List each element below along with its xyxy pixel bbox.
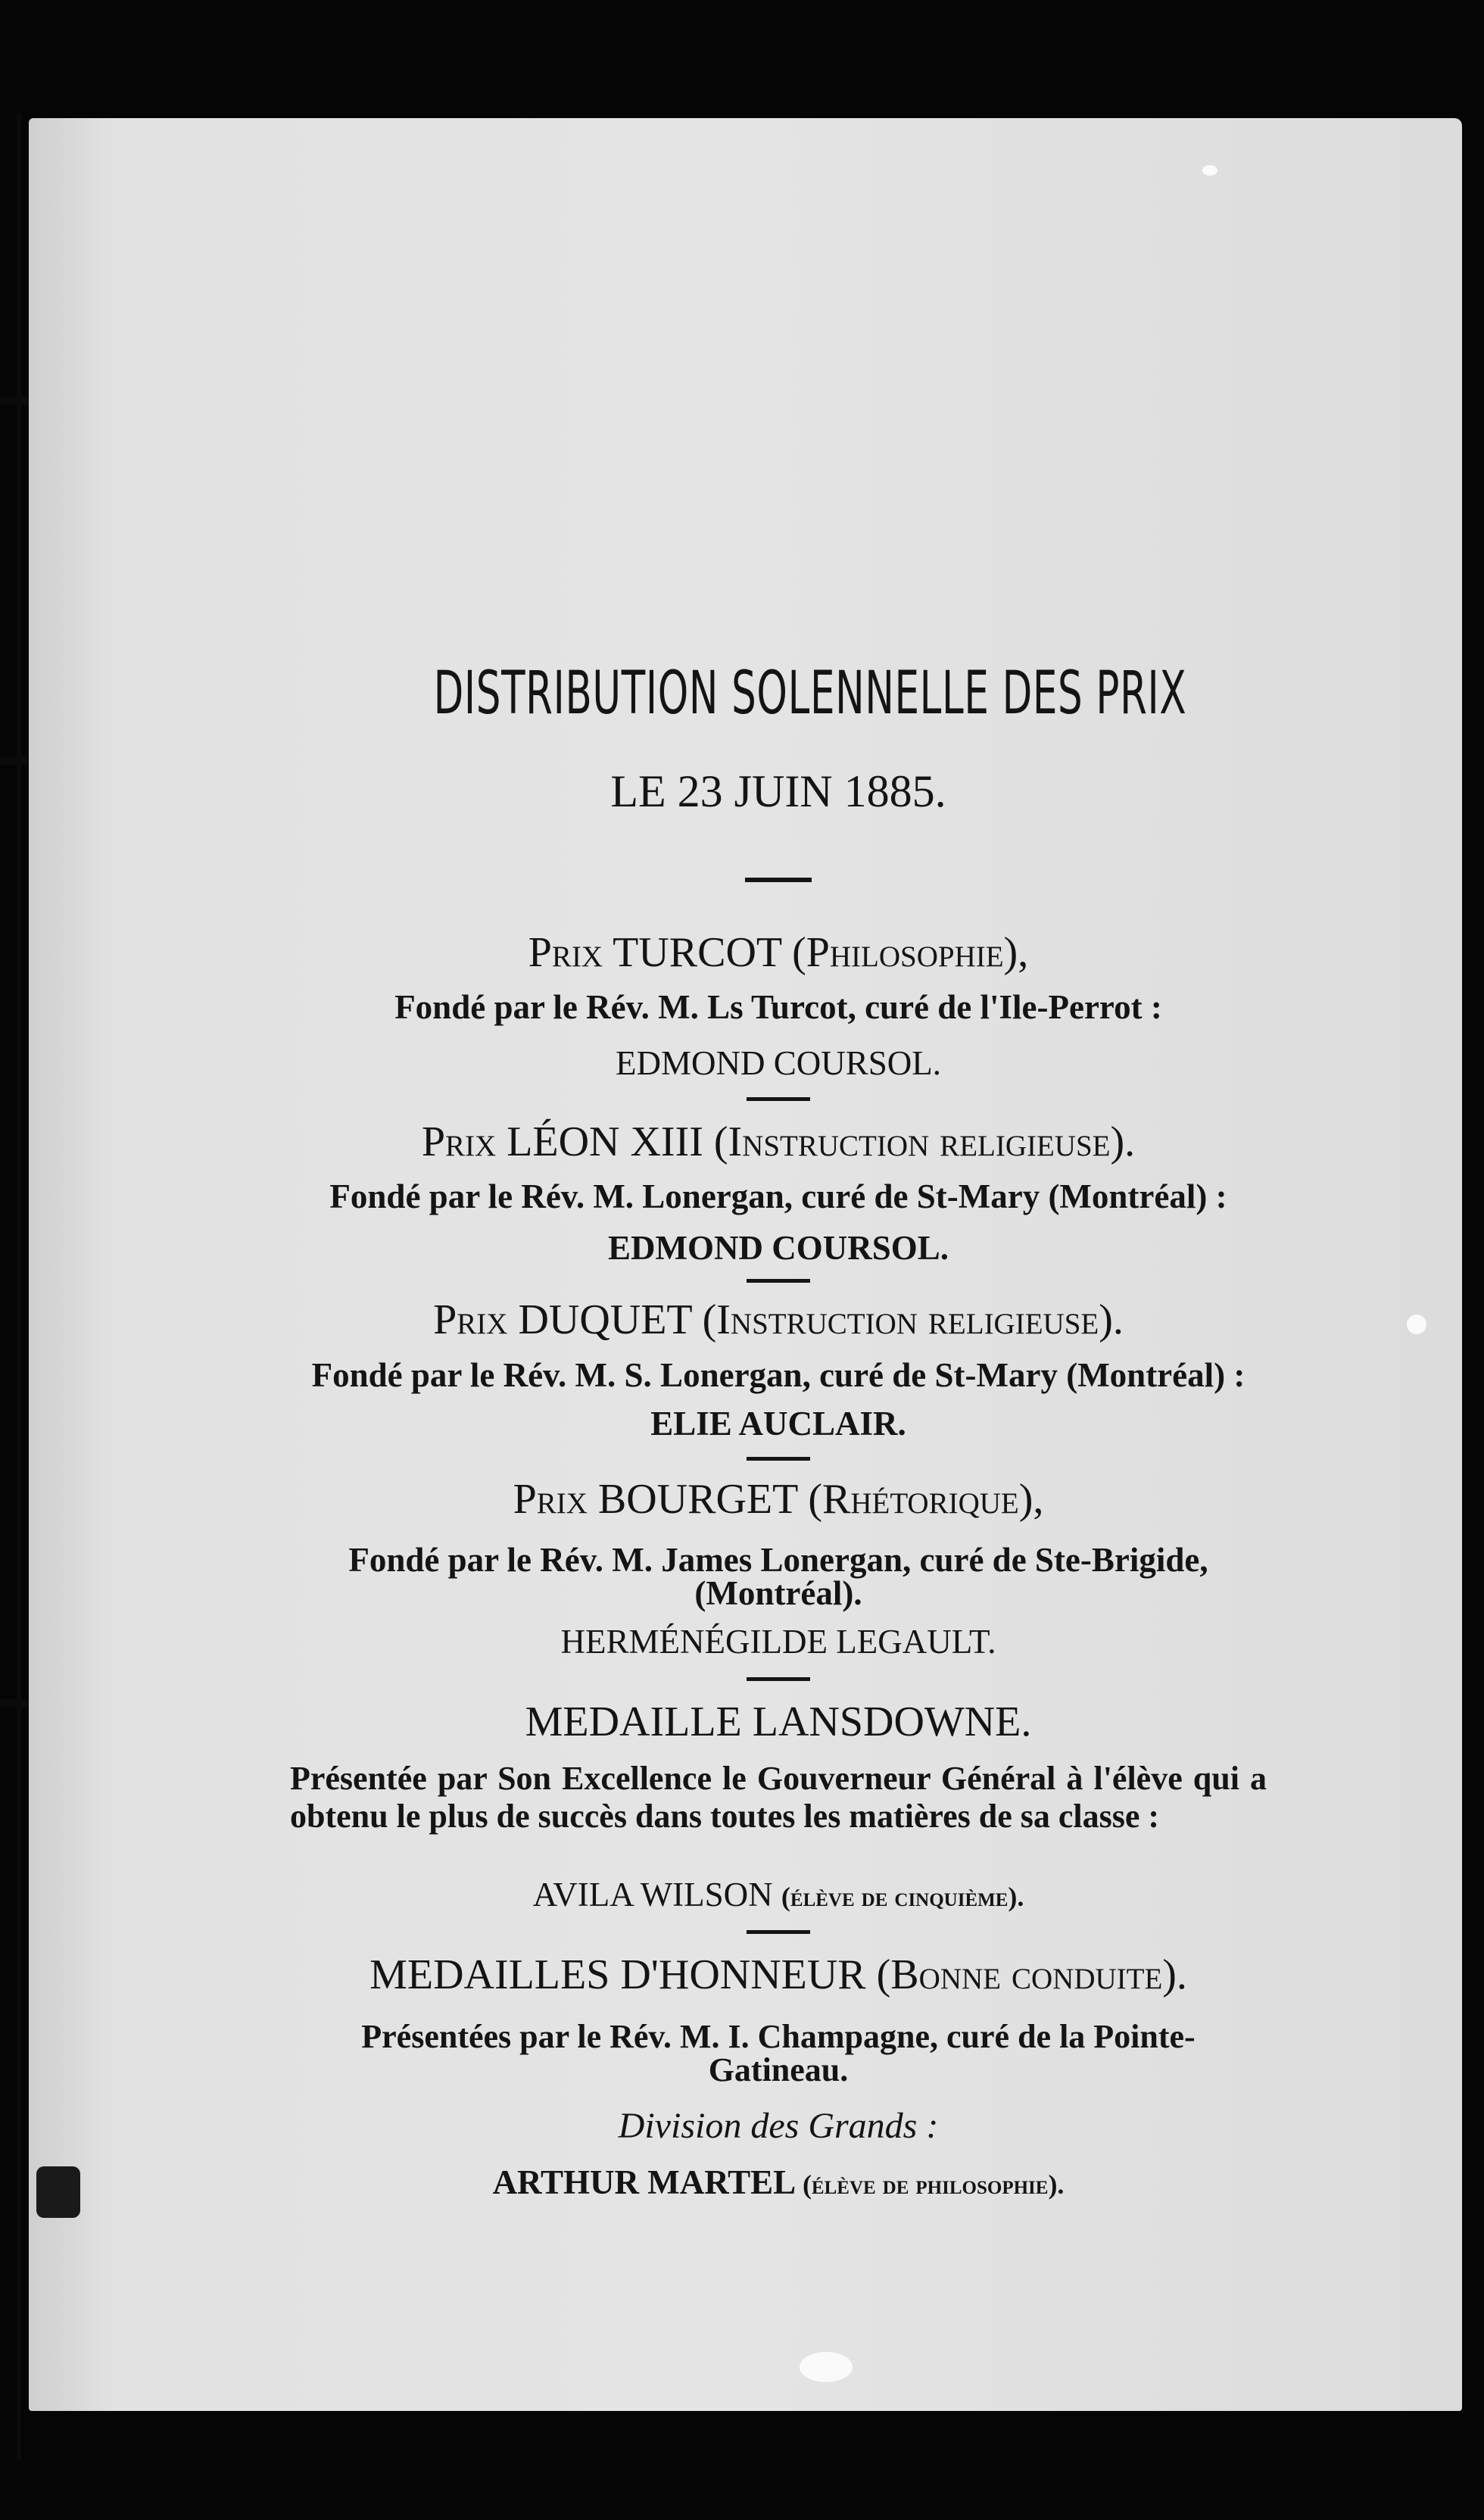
prize-founder: (Montréal). (694, 1574, 862, 1612)
prize-founder: Fondé par le Rév. M. Lonergan, curé de St-Mary (Montréal) : (329, 1177, 1227, 1215)
medal-winner: AVILA WILSON (élève de cinquième). (532, 1876, 1024, 1913)
medal-winner: ARTHUR MARTEL (élève de philosophie). (492, 2163, 1065, 2201)
medal-description: Présentée par Son Excellence le Gouverneur Général à l'élève qui a obtenu le plus de succès dans toutes les matières de sa classe : (290, 1760, 1267, 1835)
prize-founder: Fondé par le Rév. M. James Lonergan, curé de Ste-Brigide, (348, 1541, 1208, 1579)
prize-heading: Prix DUQUET (Instruction religieuse). (433, 1296, 1124, 1343)
prize-winner: EDMOND COURSOL. (607, 1229, 949, 1267)
paper-speck (800, 2352, 853, 2382)
medal-heading: MEDAILLE LANSDOWNE. (525, 1698, 1032, 1745)
divider (747, 1279, 810, 1283)
medal-description: Gatineau. (708, 2051, 849, 2088)
prize-heading: Prix LÉON XIII (Instruction religieuse). (421, 1118, 1136, 1165)
prize-heading: Prix BOURGET (Rhétorique), (513, 1476, 1044, 1523)
prize-winner: ELIE AUCLAIR. (650, 1405, 906, 1442)
page-sheet (29, 118, 1462, 2411)
divider (747, 1677, 810, 1681)
page-title: DISTRIBUTION SOLENNELLE DES PRIX (433, 660, 1187, 728)
binding-clip (36, 2166, 80, 2218)
paper-speck (1407, 1315, 1426, 1334)
prize-winner: HERMÉNÉGILDE LEGAULT. (560, 1623, 996, 1661)
divider (745, 878, 812, 882)
prize-founder: Fondé par le Rév. M. S. Lonergan, curé de St-Mary (Montréal) : (311, 1356, 1246, 1394)
medal-heading: MEDAILLES D'HONNEUR (Bonne conduite). (369, 1951, 1187, 1998)
division-label: Division des Grands : (618, 2106, 939, 2146)
medal-description: Présentées par le Rév. M. I. Champagne, curé de la Pointe- (361, 2018, 1196, 2055)
binding-spine (17, 114, 21, 2461)
prize-heading: Prix TURCOT (Philosophie), (528, 929, 1029, 976)
divider (747, 1457, 810, 1461)
prize-founder: Fondé par le Rév. M. Ls Turcot, curé de l'Ile-Perrot : (394, 988, 1162, 1026)
paper-speck (1202, 165, 1217, 176)
divider (747, 1097, 810, 1101)
divider (747, 1930, 810, 1934)
page-date: LE 23 JUIN 1885. (610, 766, 946, 816)
prize-winner: EDMOND COURSOL. (615, 1044, 942, 1082)
